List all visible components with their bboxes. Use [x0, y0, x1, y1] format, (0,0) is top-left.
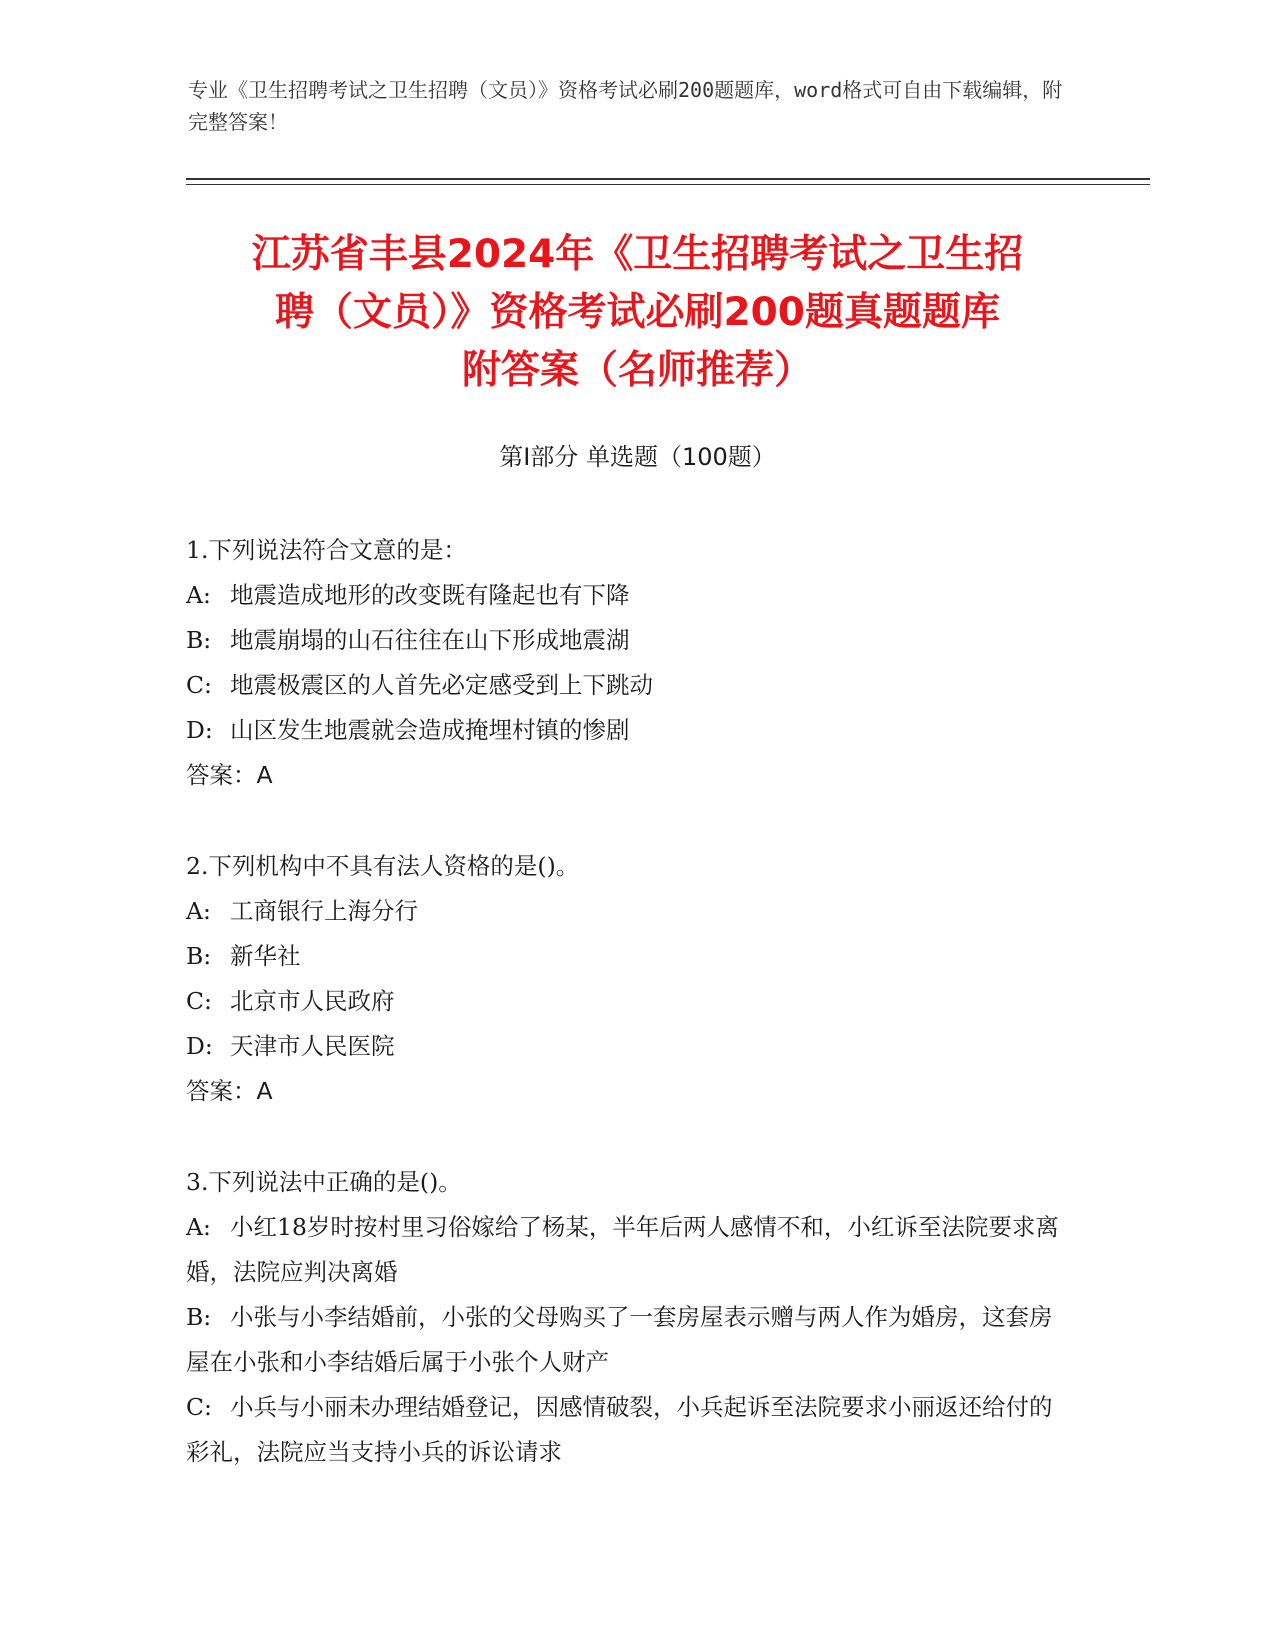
question-stem: 3.下列说法中正确的是()。: [186, 1168, 462, 1196]
question-3: [186, 1160, 1066, 1475]
question-1: [186, 528, 1066, 798]
option-label: D:: [186, 1032, 213, 1060]
answer: 答案：A: [186, 1077, 273, 1105]
option-c: [186, 979, 1066, 1024]
option-text: 地震崩塌的山石往往在山下形成地震湖: [230, 626, 630, 654]
option-b: [186, 618, 1066, 663]
answer: 答案：A: [186, 761, 273, 789]
option-text: 小张与小李结婚前，小张的父母购买了一套房屋表示赠与两人作为婚房，这套房屋在小张和小李结婚后属于小张个人财产: [186, 1303, 1053, 1376]
header-rule-thick: [186, 178, 1150, 180]
option-label: A:: [186, 581, 211, 609]
option-d: [186, 1024, 1066, 1069]
question-stem: 1.下列说法符合文意的是：: [186, 536, 467, 564]
option-label: C:: [186, 987, 212, 1015]
option-label: C:: [186, 671, 212, 699]
option-label: A:: [186, 897, 211, 925]
title-line-1: 江苏省丰县2024年《卫生招聘考试之卫生招: [251, 232, 1024, 277]
option-b: [186, 1295, 1066, 1385]
section-heading: 第Ⅰ部分 单选题（100题）: [499, 443, 776, 471]
question-2: [186, 844, 1066, 1114]
option-text: 山区发生地震就会造成掩埋村镇的惨剧: [230, 716, 630, 744]
option-b: [186, 934, 1066, 979]
option-text: 地震极震区的人首先必定感受到上下跳动: [230, 671, 653, 699]
option-text: 北京市人民政府: [230, 987, 395, 1015]
option-text: 小红18岁时按村里习俗嫁给了杨某，半年后两人感情不和，小红诉至法院要求离婚，法院应判决离婚: [186, 1213, 1059, 1286]
option-text: 工商银行上海分行: [230, 897, 418, 925]
option-text: 新华社: [230, 942, 301, 970]
header-note: 专业《卫生招聘考试之卫生招聘（文员）》资格考试必刷200题题库，word格式可自由下载编辑，附完整答案！: [188, 78, 1063, 134]
option-label: D:: [186, 716, 213, 744]
option-c: [186, 663, 1066, 708]
option-text: 小兵与小丽未办理结婚登记，因感情破裂，小兵起诉至法院要求小丽返还给付的彩礼，法院应当支持小兵的诉讼请求: [186, 1393, 1053, 1466]
option-a: [186, 573, 1066, 618]
option-c: [186, 1385, 1066, 1475]
option-label: B:: [186, 1303, 212, 1331]
question-list: [186, 528, 1066, 1521]
option-label: B:: [186, 626, 212, 654]
title-line-2: 聘（文员）》资格考试必刷200题真题题库: [275, 290, 1000, 335]
option-label: B:: [186, 942, 212, 970]
option-a: [186, 889, 1066, 934]
option-d: [186, 708, 1066, 753]
option-text: 地震造成地形的改变既有隆起也有下降: [230, 581, 630, 609]
title-line-3: 附答案（名师推荐）: [461, 348, 813, 393]
option-text: 天津市人民医院: [230, 1032, 395, 1060]
question-stem: 2.下列机构中不具有法人资格的是()。: [186, 852, 580, 880]
option-a: [186, 1205, 1066, 1295]
document-title: [180, 226, 1095, 400]
option-label: C:: [186, 1393, 212, 1421]
header-rule-thin: [186, 184, 1150, 185]
option-label: A:: [186, 1213, 211, 1241]
